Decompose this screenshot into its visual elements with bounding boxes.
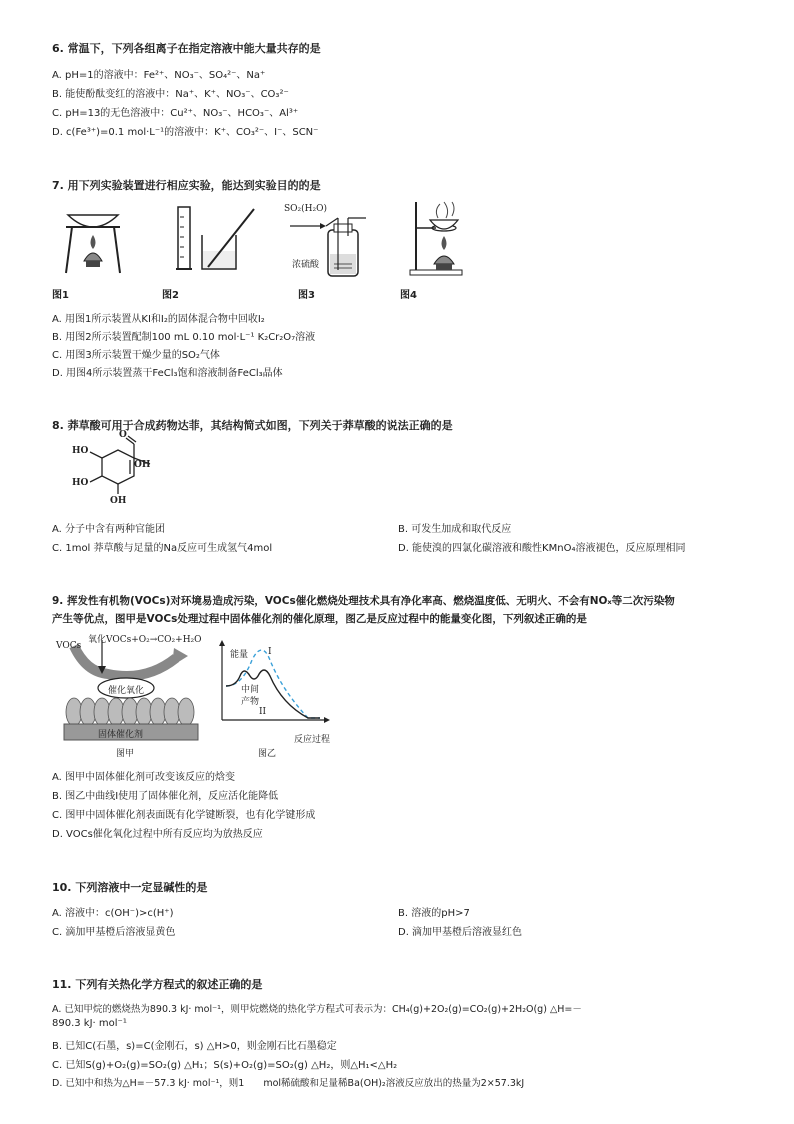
q7-option-c: C. 用图3所示装置干燥少量的SO₂气体 — [52, 350, 220, 361]
structure-label-o: O — [119, 430, 127, 440]
figure-4-apparatus — [408, 198, 468, 278]
fig-jia-oxidation-label: 催化氧化 — [108, 686, 145, 696]
figure-3-gas-label: SO₂(H₂O) — [284, 204, 328, 214]
fig-jia-vocs-label: VOCs — [56, 641, 82, 651]
fig-yi-x-axis-label: 反应过程 — [294, 735, 331, 745]
figure-4-label: 图4 — [400, 290, 417, 301]
q11-option-a-line-1: A. 已知甲烷的燃烧热为890.3 kJ· mol⁻¹，则甲烷燃烧的热化学方程式可表示为：CH₄(g)+2O₂(g)=CO₂(g)+2H₂O(g) △H=－ — [52, 1004, 582, 1015]
figure-3-label: 图3 — [298, 290, 315, 301]
q8-option-d: D. 能使溴的四氯化碳溶液和酸性KMnO₄溶液褪色，反应原理相同 — [398, 543, 686, 554]
q9-option-b: B. 图乙中曲线I使用了固体催化剂，反应活化能降低 — [52, 791, 279, 802]
q9-option-d: D. VOCs催化氧化过程中所有反应均为放热反应 — [52, 829, 263, 840]
q7-option-b: B. 用图2所示装置配制100 mL 0.10 mol·L⁻¹ K₂Cr₂O₇溶液 — [52, 332, 316, 343]
q10-option-a: A. 溶液中：c(OH⁻)>c(H⁺) — [52, 908, 174, 919]
figure-1-label: 图1 — [52, 290, 69, 301]
fig-yi-intermediate-label-2: 产物 — [241, 697, 260, 707]
fig-yi-caption: 图乙 — [258, 749, 277, 759]
q9-option-c: C. 图甲中固体催化剂表面既有化学键断裂，也有化学键形成 — [52, 810, 316, 821]
q10-option-c: C. 滴加甲基橙后溶液显黄色 — [52, 927, 176, 938]
q8-option-c: C. 1mol 莽草酸与足量的Na反应可生成氢气4mol — [52, 543, 273, 554]
question-9-title-line-2: 产生等优点，图甲是VOCs处理过程中固体催化剂的催化原理，图乙是反应过程中的能量变化图，下列叙述正确的是 — [52, 613, 587, 625]
structure-label-ho-lower: HO — [72, 478, 89, 488]
fig-yi-curve-2-label: II — [259, 707, 267, 717]
question-11-title: 11. 下列有关热化学方程式的叙述正确的是 — [52, 978, 263, 991]
fig-yi-curve-1-label: I — [268, 647, 272, 657]
q6-option-d: D. c(Fe³⁺)=0.1 mol·L⁻¹的溶液中：K⁺、CO₃²⁻、I⁻、SCN⁻ — [52, 127, 319, 138]
q6-option-a: A. pH=1的溶液中：Fe²⁺、NO₃⁻、SO₄²⁻、Na⁺ — [52, 70, 266, 81]
q7-option-a: A. 用图1所示装置从KI和I₂的固体混合物中回收I₂ — [52, 314, 265, 325]
q11-option-d: D. 已知中和热为△H=－57.3 kJ· mol⁻¹，则1 mol稀硫酸和足量稀Ba(OH)₂溶液反应放出的热量为2×57.3kJ — [52, 1078, 525, 1089]
q8-option-b: B. 可发生加成和取代反应 — [398, 524, 512, 535]
q9-option-a: A. 图甲中固体催化剂可改变该反应的焓变 — [52, 772, 236, 783]
q11-option-b: B. 已知C(石墨，s)=C(金刚石，s) △H>0，则金刚石比石墨稳定 — [52, 1041, 337, 1052]
q10-option-d: D. 滴加甲基橙后溶液显红色 — [398, 927, 523, 938]
q11-option-c: C. 已知S(g)+O₂(g)=SO₂(g) △H₁；S(s)+O₂(g)=SO₂(g) △H₂，则△H₁<△H₂ — [52, 1060, 398, 1071]
figure-3-liquid-label: 浓硫酸 — [292, 260, 320, 270]
structure-label-oh-carboxyl: OH — [134, 460, 151, 470]
fig-yi-intermediate-label-1: 中间 — [241, 685, 260, 695]
question-7-title: 7. 用下列实验装置进行相应实验，能达到实验目的的是 — [52, 179, 321, 192]
fig-jia-caption: 图甲 — [116, 749, 135, 759]
q6-option-c: C. pH=13的无色溶液中：Cu²⁺、NO₃⁻、HCO₃⁻、Al³⁺ — [52, 108, 299, 119]
q10-option-b: B. 溶液的pH>7 — [398, 908, 470, 919]
q11-option-a-line-2: 890.3 kJ· mol⁻¹ — [52, 1018, 127, 1029]
structure-label-ho-upper: HO — [72, 446, 89, 456]
q6-option-b: B. 能使酚酞变红的溶液中：Na⁺、K⁺、NO₃⁻、CO₃²⁻ — [52, 89, 289, 100]
q7-option-d: D. 用图4所示装置蒸干FeCl₃饱和溶液制备FeCl₃晶体 — [52, 368, 283, 379]
fig-jia-reaction-label: 氧化VOCs+O₂→CO₂+H₂O — [88, 635, 202, 645]
question-6-title: 6. 常温下，下列各组离子在指定溶液中能大量共存的是 — [52, 42, 321, 55]
question-8-title: 8. 莽草酸可用于合成药物达菲，其结构简式如图，下列关于莽草酸的说法正确的是 — [52, 419, 453, 432]
figure-2-apparatus — [172, 205, 262, 275]
q8-option-a: A. 分子中含有两种官能团 — [52, 524, 166, 535]
question-10-title: 10. 下列溶液中一定显碱性的是 — [52, 881, 208, 894]
fig-jia-catalyst-label: 固体催化剂 — [98, 730, 144, 740]
question-9-title-line-1: 9. 挥发性有机物(VOCs)对环境易造成污染，VOCs催化燃烧处理技术具有净化率高、燃烧温度低、无明火、不会有NOₓ等二次污染物 — [52, 595, 675, 607]
figure-2-label: 图2 — [162, 290, 179, 301]
structure-label-oh-bottom: OH — [110, 496, 127, 506]
figure-1-apparatus — [62, 205, 124, 277]
fig-yi-y-axis-label: 能量 — [230, 650, 249, 660]
figure-3-apparatus — [288, 214, 368, 278]
